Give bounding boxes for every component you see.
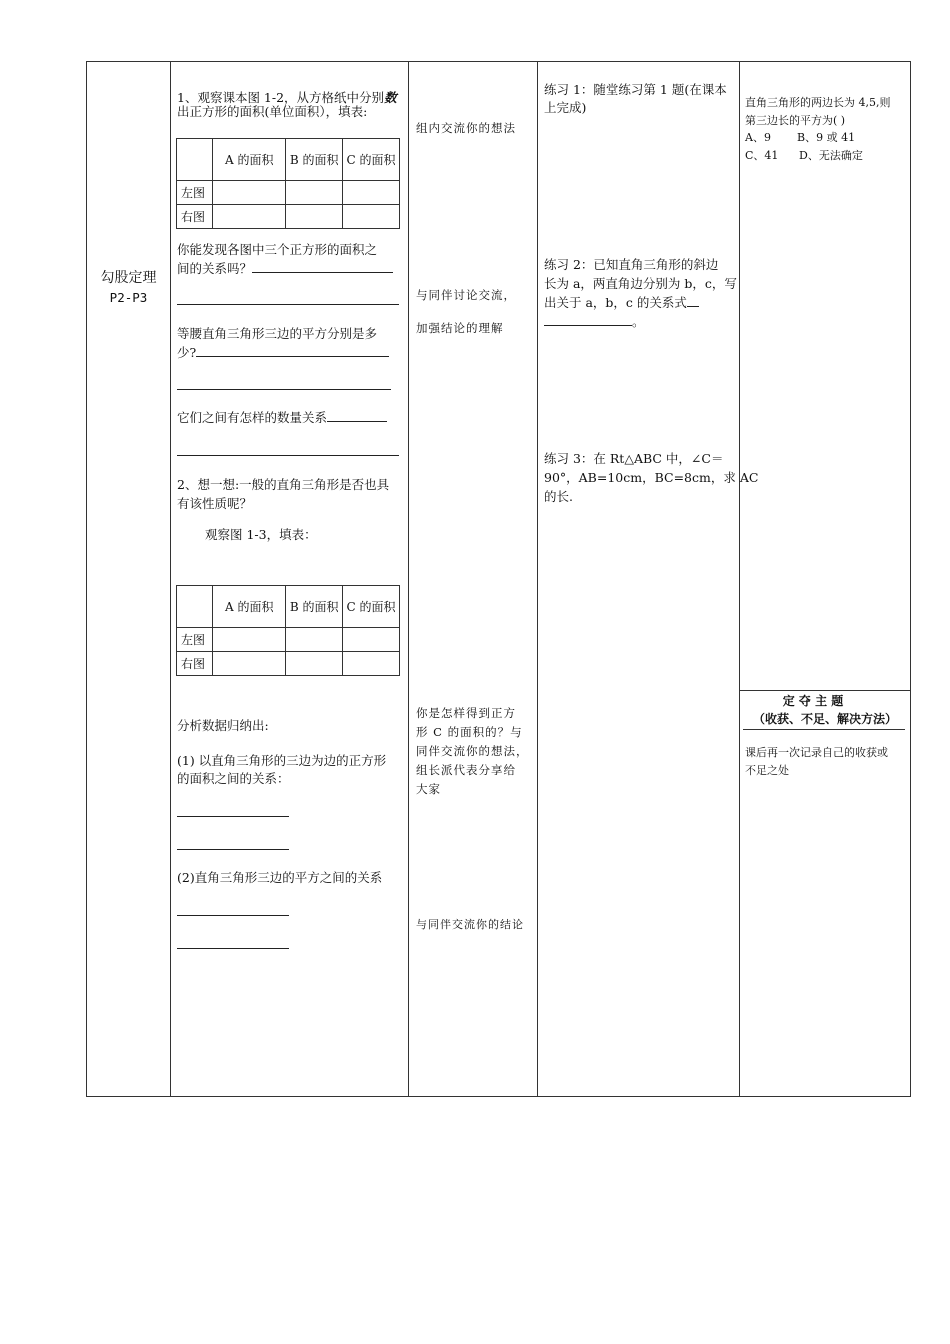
option-c: C、41 xyxy=(745,149,779,162)
table2-header-b: B 的面积 xyxy=(286,586,343,628)
isosceles-question-line1: 等腰直角三角形三边的平方分别是多 xyxy=(177,326,378,341)
divider-4 xyxy=(739,62,740,1096)
area-table-1 xyxy=(176,138,400,229)
practice-2-line2: 长为 a，两直角边分别为 b，c，写 xyxy=(544,276,737,291)
practice-3-line1: 练习 3：在 Rt△ABC 中，∠C＝ xyxy=(544,451,724,466)
answer-blank[interactable] xyxy=(196,344,389,357)
activity-4-line4: 组长派代表分享给 xyxy=(416,763,516,777)
summary-heading: 定 夺 主 题 xyxy=(782,694,844,708)
table2-cell[interactable] xyxy=(286,628,343,652)
activity-4-line1: 你是怎样得到正方 xyxy=(416,706,516,720)
table1-row-left: 左图 xyxy=(177,181,213,205)
answer-line[interactable] xyxy=(177,816,289,817)
answer-line[interactable] xyxy=(177,304,399,305)
practice-2-text: 出关于 a，b，c 的关系式 xyxy=(544,295,687,310)
table2-row-right: 右图 xyxy=(177,652,213,676)
heading-underline xyxy=(743,729,905,730)
practice-3-line3: 的长. xyxy=(544,489,573,504)
answer-blank[interactable] xyxy=(252,260,393,273)
table1-cell[interactable] xyxy=(213,205,286,229)
activity-4-line3: 同伴交流你的想法， xyxy=(416,744,529,758)
practice-1-line2: 上完成) xyxy=(544,100,587,115)
sub-question-1-line2: 的面积之间的关系： xyxy=(177,771,290,786)
table1-header-b: B 的面积 xyxy=(286,139,343,181)
question-2-line1: 2、想一想:一般的直角三角形是否也具 xyxy=(177,477,390,492)
answer-line[interactable] xyxy=(177,849,289,850)
question-2-line2: 有该性质呢？ xyxy=(177,496,253,511)
divider-1 xyxy=(170,62,171,1096)
table2-cell[interactable] xyxy=(213,628,286,652)
isosceles-question-line2 xyxy=(177,343,389,362)
table1-row-right: 右图 xyxy=(177,205,213,229)
summary-note-line2: 不足之处 xyxy=(745,764,789,777)
table1-cell[interactable] xyxy=(286,181,343,205)
extra-question-line1: 直角三角形的两边长为 4,5,则 xyxy=(745,96,891,109)
summary-subheading: （收获、不足、解决方法） xyxy=(752,712,897,726)
answer-blank[interactable] xyxy=(544,313,632,326)
answer-blank[interactable] xyxy=(687,294,699,307)
isosceles-question-text: 少? xyxy=(177,345,197,360)
answer-blank[interactable] xyxy=(327,409,387,422)
relation-question-line2 xyxy=(177,259,393,278)
answer-line[interactable] xyxy=(177,455,399,456)
answer-line[interactable] xyxy=(177,948,289,949)
divider-3 xyxy=(537,62,538,1096)
activity-4-line2: 形 C 的面积的？与 xyxy=(416,725,523,739)
sub-question-1-line1: (1) 以直角三角形的三边为边的正方形 xyxy=(177,753,387,768)
activity-5: 与同伴交流你的结论 xyxy=(416,918,524,931)
area-table-2 xyxy=(176,585,400,676)
observe-instruction: 观察图 1-3，填表： xyxy=(205,527,317,542)
lesson-table xyxy=(86,61,911,1097)
practice-2-line4 xyxy=(544,312,645,331)
table-corner xyxy=(177,586,213,628)
divider-2 xyxy=(408,62,409,1096)
relation-question-line1: 你能发现各图中三个正方形的面积之 xyxy=(177,242,378,257)
answer-line[interactable] xyxy=(177,389,391,390)
quantity-question xyxy=(177,408,387,427)
practice-1-line1: 练习 1：随堂练习第 1 题(在课本 xyxy=(544,82,727,97)
table1-cell[interactable] xyxy=(286,205,343,229)
table2-cell[interactable] xyxy=(343,652,400,676)
question-1-line2: 出正方形的面积(单位面积），填表: xyxy=(177,104,368,119)
table2-header-a: A 的面积 xyxy=(213,586,286,628)
practice-2-line3 xyxy=(544,293,699,312)
summary-note-line1: 课后再一次记录自己的收获或 xyxy=(745,746,888,759)
sub-question-2: (2)直角三角形三边的平方之间的关系 xyxy=(177,870,383,885)
table2-header-c: C 的面积 xyxy=(343,586,400,628)
lesson-title: 勾股定理 xyxy=(100,270,157,286)
practice-2-line1: 练习 2：已知直角三角形的斜边 xyxy=(544,257,719,272)
question-1-text: 1、观察课本图 1-2，从方格纸中分别 xyxy=(177,90,385,105)
lesson-pages: P2-P3 xyxy=(109,290,148,305)
activity-3: 加强结论的理解 xyxy=(416,321,504,335)
option-d: D、无法确定 xyxy=(799,149,863,162)
extra-question-line2: 第三边长的平方为( ) xyxy=(745,114,846,127)
activity-1: 组内交流你的想法 xyxy=(416,121,516,135)
table2-row-left: 左图 xyxy=(177,628,213,652)
answer-line[interactable] xyxy=(177,915,289,916)
activity-2: 与同伴讨论交流， xyxy=(416,288,516,302)
activity-4-line5: 大家 xyxy=(416,782,441,796)
table1-cell[interactable] xyxy=(213,181,286,205)
option-a: A、9 xyxy=(745,131,771,144)
analyze-heading: 分析数据归纳出: xyxy=(177,718,269,733)
practice-3-line2: 90°，AB=10cm，BC=8cm，求 AC xyxy=(544,470,759,485)
table2-cell[interactable] xyxy=(286,652,343,676)
table1-header-a: A 的面积 xyxy=(213,139,286,181)
table1-cell[interactable] xyxy=(343,181,400,205)
relation-question-text: 间的关系吗？ xyxy=(177,261,253,276)
table1-cell[interactable] xyxy=(343,205,400,229)
option-b: B、9 或 41 xyxy=(797,131,856,144)
practice-2-period: 。 xyxy=(632,314,645,329)
table2-cell[interactable] xyxy=(343,628,400,652)
section-divider xyxy=(739,690,911,691)
table2-cell[interactable] xyxy=(213,652,286,676)
question-1-emphasis: 数 xyxy=(384,90,397,105)
quantity-question-text: 它们之间有怎样的数量关系 xyxy=(177,410,328,425)
table1-header-c: C 的面积 xyxy=(343,139,400,181)
table-corner xyxy=(177,139,213,181)
